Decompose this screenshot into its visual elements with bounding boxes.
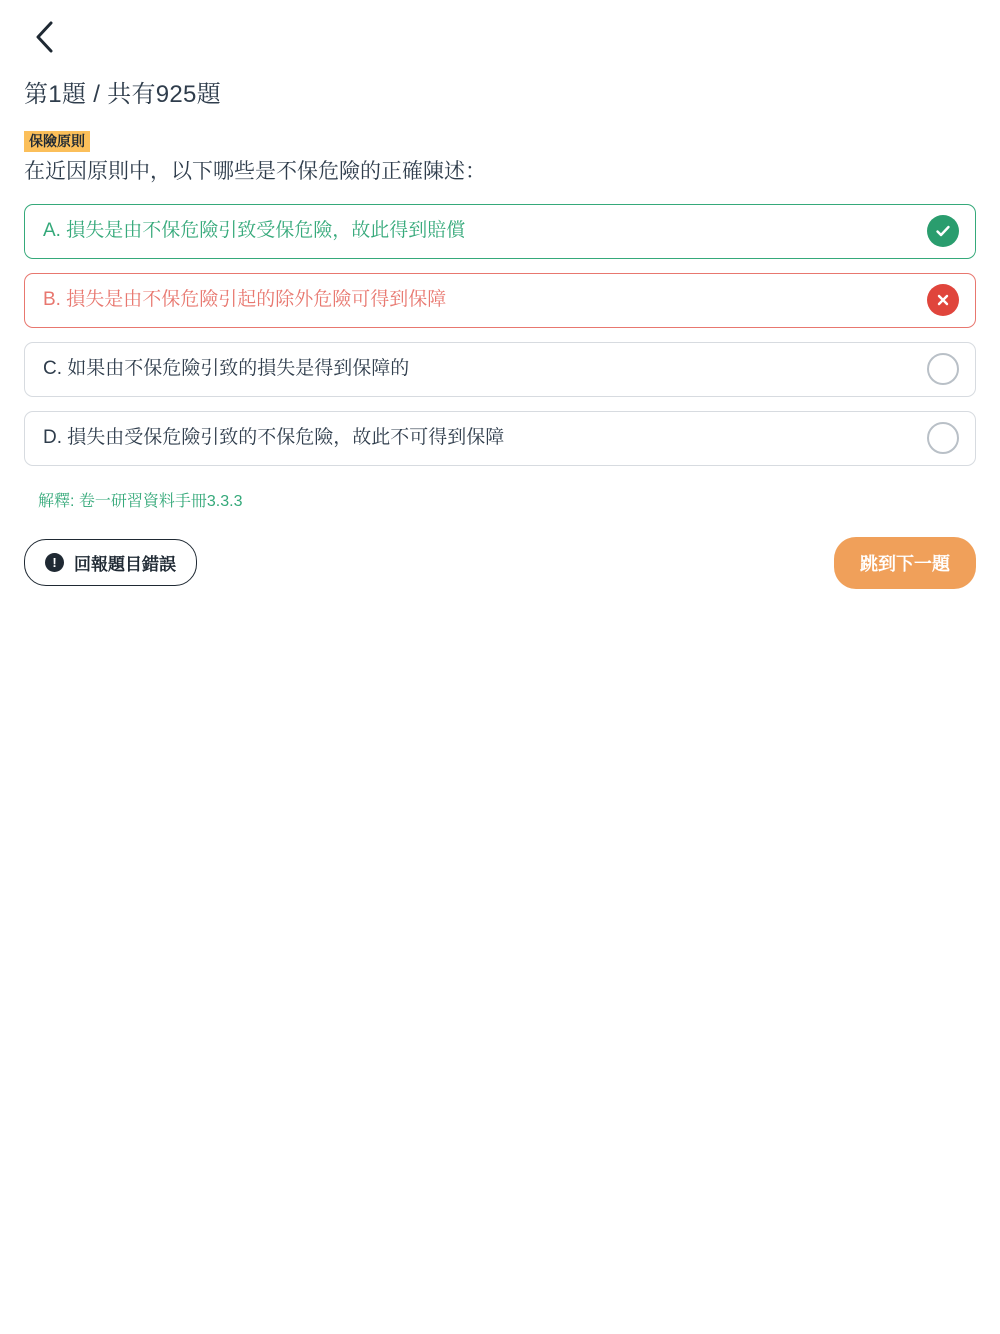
close-circle-icon (927, 284, 959, 316)
topic-tag: 保險原則 (24, 131, 90, 152)
empty-circle-icon (927, 353, 959, 385)
report-error-label: 回報題目錯誤 (74, 555, 176, 575)
chevron-left-icon (33, 20, 55, 54)
option-a-label: A. 損失是由不保危險引致受保危險，故此得到賠償 (43, 220, 466, 242)
exclamation-icon: ! (45, 553, 64, 572)
question-text: 在近因原則中，以下哪些是不保危險的正確陳述： (24, 160, 486, 184)
option-a[interactable] (24, 204, 976, 259)
option-d[interactable] (24, 411, 976, 466)
option-list (24, 204, 976, 466)
topic-tag-row (24, 131, 976, 152)
header-bar (24, 0, 976, 74)
option-c-label: C. 如果由不保危險引致的損失是得到保障的 (43, 358, 410, 380)
footer-actions (24, 537, 976, 589)
option-d-label: D. 損失由受保危險引致的不保危險，故此不可得到保障 (43, 427, 505, 449)
empty-circle-icon (927, 422, 959, 454)
check-circle-icon (927, 215, 959, 247)
option-b-label: B. 損失是由不保危險引起的除外危險可得到保障 (43, 289, 447, 311)
progress-label: 第1題 / 共有925題 (24, 81, 221, 108)
explanation-text: 解釋: 卷一研習資料手冊3.3.3 (38, 492, 243, 510)
report-error-button[interactable] (24, 539, 197, 586)
back-button[interactable] (24, 17, 64, 57)
next-question-button[interactable]: 跳到下一題 (834, 537, 976, 589)
option-c[interactable] (24, 342, 976, 397)
option-b[interactable] (24, 273, 976, 328)
